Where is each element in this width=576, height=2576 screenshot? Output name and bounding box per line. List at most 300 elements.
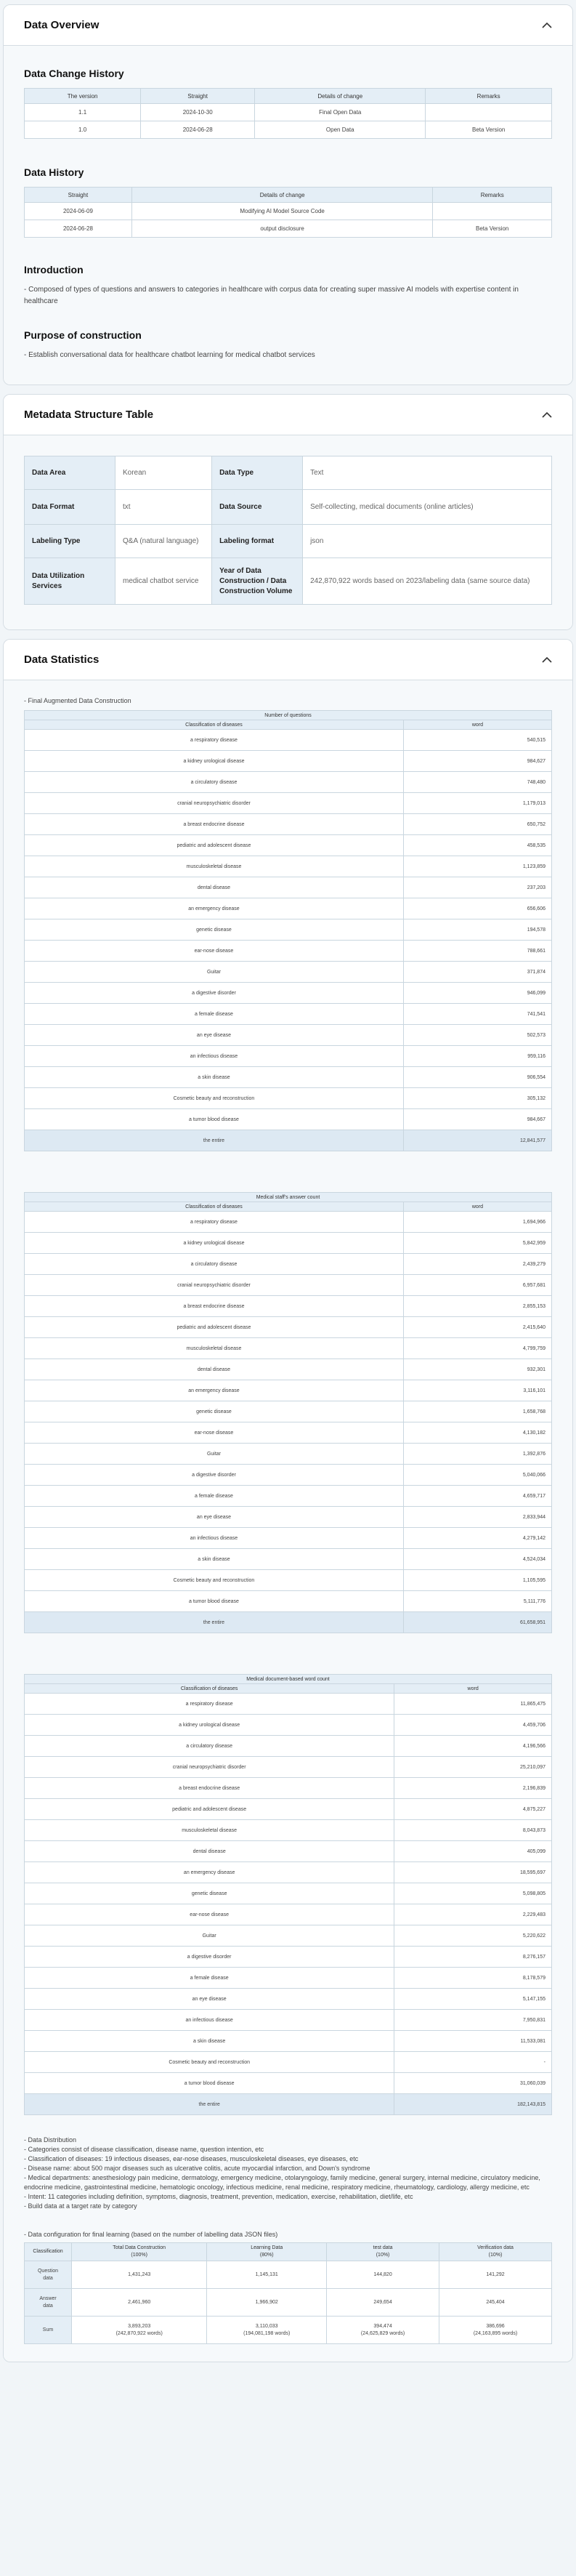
header-line: test data xyxy=(373,2245,393,2250)
disease-cell: a tumor blood disease xyxy=(25,2073,394,2094)
word-count-cell: 4,279,142 xyxy=(403,1528,551,1549)
word-count-cell: 8,178,579 xyxy=(394,1968,552,1989)
table-row xyxy=(25,793,552,814)
table-row xyxy=(25,1820,552,1841)
table-row xyxy=(25,1254,552,1275)
distribution-line: - Intent: 11 categories including definition, symptoms, diagnosis, treatment, prevention, medication, exercise, rehabilitation, diet/life, etc xyxy=(24,2193,413,2200)
column-header: Straight xyxy=(25,188,132,203)
word-count-cell: 25,210,097 xyxy=(394,1757,552,1778)
disease-cell: a female disease xyxy=(25,1486,404,1507)
table-row xyxy=(25,1444,552,1465)
distribution-line: - Medical departments: anesthesiology pain medicine, dermatology, emergency medicine, otolaryngology, family medicine, general surgery, internal medicine, circulatory medicine, endocrine medicine, gastrointestinal medicine, hematologic oncology, infectious medicine, renal medicine, respiratory medicine, rheumatology, cardiology, allergy medicine, etc xyxy=(24,2174,540,2191)
table-cell: output disclosure xyxy=(131,220,433,238)
table-cell xyxy=(433,203,552,220)
table-row xyxy=(25,1799,552,1820)
disease-cell: genetic disease xyxy=(25,1883,394,1904)
cell-line: 386,696 xyxy=(486,2323,505,2329)
data-history-title: Data History xyxy=(24,166,84,178)
table-row xyxy=(25,1296,552,1317)
table-row xyxy=(25,1989,552,2010)
table-row xyxy=(25,1422,552,1444)
disease-cell: a breast endocrine disease xyxy=(25,1296,404,1317)
distribution-list xyxy=(24,2145,552,2211)
metadata-label: Data Source xyxy=(212,490,303,525)
table-row xyxy=(25,1947,552,1968)
disease-cell: a kidney urological disease xyxy=(25,751,404,772)
table-cell xyxy=(327,2261,439,2289)
disease-cell: ear-nose disease xyxy=(25,941,404,962)
table-cell: Beta Version xyxy=(426,121,552,139)
table-row xyxy=(25,2289,552,2317)
disease-cell: a kidney urological disease xyxy=(25,1233,404,1254)
word-count-cell: 906,554 xyxy=(403,1067,551,1088)
metadata-label: Labeling Type xyxy=(25,525,115,558)
cell-line: 394,474 xyxy=(373,2323,392,2329)
word-count-cell: 458,535 xyxy=(403,835,551,856)
table-caption: Medical staff's answer count xyxy=(25,1193,552,1202)
word-count-cell: 748,480 xyxy=(403,772,551,793)
metadata-label: Data Type xyxy=(212,456,303,490)
table-row xyxy=(25,1004,552,1025)
cell-line: 1,145,131 xyxy=(255,2271,278,2277)
metadata-value: 242,870,922 words based on 2023/labeling data (same source data) xyxy=(303,558,552,605)
data-overview-title: Data Overview xyxy=(24,19,100,31)
table-row xyxy=(25,1736,552,1757)
word-count-cell: 194,578 xyxy=(403,919,551,941)
table-row xyxy=(25,1925,552,1947)
table-row xyxy=(25,2031,552,2052)
disease-cell: Guitar xyxy=(25,962,404,983)
table-row xyxy=(25,1612,552,1633)
table-row xyxy=(25,1338,552,1359)
disease-cell: an eye disease xyxy=(25,1507,404,1528)
table-row xyxy=(25,1130,552,1151)
disease-cell: cranial neuropsychiatric disorder xyxy=(25,793,404,814)
disease-cell: Guitar xyxy=(25,1925,394,1947)
cell-line: 3,893,203 xyxy=(128,2323,151,2329)
word-count-cell: 237,203 xyxy=(403,877,551,898)
table-row xyxy=(25,877,552,898)
chevron-up-icon[interactable] xyxy=(542,655,552,665)
table-row xyxy=(25,1088,552,1109)
data-statistics-body xyxy=(4,680,572,2362)
table-cell xyxy=(426,104,552,121)
word-count-cell: 371,874 xyxy=(403,962,551,983)
word-count-cell: 18,595,697 xyxy=(394,1862,552,1883)
statistics-table xyxy=(24,710,552,1151)
word-count-cell: 5,147,155 xyxy=(394,1989,552,2010)
disease-cell: a skin disease xyxy=(25,1067,404,1088)
table-cell xyxy=(327,2317,439,2344)
table-row xyxy=(25,1757,552,1778)
disease-cell: the entire xyxy=(25,2094,394,2115)
column-header xyxy=(207,2243,327,2261)
word-count-cell: 1,694,966 xyxy=(403,1212,551,1233)
cell-line: Question xyxy=(37,2268,59,2274)
word-count-cell: 4,459,706 xyxy=(394,1715,552,1736)
table-row xyxy=(25,2052,552,2073)
word-count-cell: 8,043,873 xyxy=(394,1820,552,1841)
table-cell xyxy=(72,2317,207,2344)
table-cell: 2024-06-28 xyxy=(141,121,255,139)
metadata-value: txt xyxy=(115,490,212,525)
table-cell: Modifying AI Model Source Code xyxy=(131,203,433,220)
cell-line: data xyxy=(43,2275,53,2281)
word-count-cell: 5,040,066 xyxy=(403,1465,551,1486)
cell-line: (194,081,198 words) xyxy=(243,2330,291,2336)
word-count-cell: 984,667 xyxy=(403,1109,551,1130)
metadata-value: Korean xyxy=(115,456,212,490)
disease-cell: an infectious disease xyxy=(25,1046,404,1067)
table-cell xyxy=(72,2261,207,2289)
table-cell: 1.0 xyxy=(25,121,141,139)
table-row xyxy=(25,104,552,121)
word-count-cell: 4,799,759 xyxy=(403,1338,551,1359)
table-row xyxy=(25,730,552,751)
table-row xyxy=(25,1591,552,1612)
cell-line: (24,625,829 words) xyxy=(360,2330,405,2336)
chevron-up-icon[interactable] xyxy=(542,20,552,31)
word-count-cell: 2,196,839 xyxy=(394,1778,552,1799)
table-cell xyxy=(207,2289,327,2317)
metadata-value: Text xyxy=(303,456,552,490)
cell-line: data xyxy=(43,2303,53,2309)
disease-cell: a respiratory disease xyxy=(25,730,404,751)
disease-cell: a skin disease xyxy=(25,2031,394,2052)
header-line: Learning Data xyxy=(251,2245,283,2250)
disease-cell: pediatric and adolescent disease xyxy=(25,835,404,856)
disease-cell: cranial neuropsychiatric disorder xyxy=(25,1757,394,1778)
disease-cell: Cosmetic beauty and reconstruction xyxy=(25,2052,394,2073)
table-row xyxy=(25,898,552,919)
header-line: (100%) xyxy=(131,2253,147,2258)
data-history-table xyxy=(24,187,552,238)
metadata-value: Q&A (natural language) xyxy=(115,525,212,558)
distribution-title: - Data Distribution xyxy=(24,2136,77,2144)
table-caption: Medical document-based word count xyxy=(25,1675,552,1684)
table-row xyxy=(25,2261,552,2289)
table-row xyxy=(25,2317,552,2344)
column-header: Classification of diseases xyxy=(25,1684,394,1694)
data-overview-card xyxy=(3,4,573,385)
table-cell: 2024-06-09 xyxy=(25,203,132,220)
cell-line: 2,461,960 xyxy=(128,2299,151,2305)
table-cell xyxy=(72,2289,207,2317)
table-row xyxy=(25,919,552,941)
metadata-value: Self-collecting, medical documents (online articles) xyxy=(303,490,552,525)
statistics-table xyxy=(24,1192,552,1633)
data-statistics-title: Data Statistics xyxy=(24,653,100,666)
table-row xyxy=(25,1359,552,1380)
table-row xyxy=(25,1570,552,1591)
metadata-label: Data Format xyxy=(25,490,115,525)
metadata-label: Year of Data Construction / Data Construction Volume xyxy=(212,558,303,605)
disease-cell: a respiratory disease xyxy=(25,1212,404,1233)
table-row xyxy=(25,1025,552,1046)
column-header xyxy=(25,2243,72,2261)
table-row xyxy=(25,2010,552,2031)
disease-cell: a skin disease xyxy=(25,1549,404,1570)
table-caption: Number of questions xyxy=(25,711,552,720)
word-count-cell: 2,833,944 xyxy=(403,1507,551,1528)
metadata-label: Data Area xyxy=(25,456,115,490)
table-row xyxy=(25,1883,552,1904)
disease-cell: a female disease xyxy=(25,1968,394,1989)
disease-cell: a respiratory disease xyxy=(25,1694,394,1715)
word-count-cell: 61,658,951 xyxy=(403,1612,551,1633)
disease-cell: dental disease xyxy=(25,877,404,898)
word-count-cell: 1,105,595 xyxy=(403,1570,551,1591)
word-count-cell: 2,855,153 xyxy=(403,1296,551,1317)
table-row xyxy=(25,1212,552,1233)
word-count-cell: 3,116,101 xyxy=(403,1380,551,1401)
word-count-cell: 1,658,768 xyxy=(403,1401,551,1422)
word-count-cell: 12,841,577 xyxy=(403,1130,551,1151)
table-cell xyxy=(439,2261,552,2289)
word-count-cell: 932,301 xyxy=(403,1359,551,1380)
disease-cell: dental disease xyxy=(25,1841,394,1862)
disease-cell: genetic disease xyxy=(25,1401,404,1422)
table-row xyxy=(25,525,552,558)
table-cell: Beta Version xyxy=(433,220,552,238)
table-row xyxy=(25,1715,552,1736)
column-header: Remarks xyxy=(433,188,552,203)
table-row xyxy=(25,1046,552,1067)
purpose-title: Purpose of construction xyxy=(24,329,142,341)
data-statistics-card xyxy=(3,639,573,2362)
change-history-title: Data Change History xyxy=(24,68,124,79)
disease-cell: musculoskeletal disease xyxy=(25,1338,404,1359)
table-cell xyxy=(25,2261,72,2289)
column-header: The version xyxy=(25,89,141,104)
cell-line: 141,292 xyxy=(486,2271,505,2277)
word-count-cell: 2,415,640 xyxy=(403,1317,551,1338)
table-row xyxy=(25,1275,552,1296)
disease-cell: Cosmetic beauty and reconstruction xyxy=(25,1088,404,1109)
table-cell xyxy=(207,2317,327,2344)
disease-cell: a circulatory disease xyxy=(25,1254,404,1275)
table-cell: Open Data xyxy=(255,121,426,139)
table-cell xyxy=(25,2317,72,2344)
header-line: (10%) xyxy=(376,2253,390,2258)
cell-line: Answer xyxy=(39,2295,57,2301)
disease-cell: pediatric and adolescent disease xyxy=(25,1317,404,1338)
word-count-cell: 7,950,831 xyxy=(394,2010,552,2031)
table-row xyxy=(25,814,552,835)
table-row xyxy=(25,1465,552,1486)
disease-cell: a circulatory disease xyxy=(25,772,404,793)
table-row xyxy=(25,1778,552,1799)
disease-cell: an emergency disease xyxy=(25,898,404,919)
word-count-cell: 11,865,475 xyxy=(394,1694,552,1715)
disease-cell: musculoskeletal disease xyxy=(25,856,404,877)
disease-cell: a tumor blood disease xyxy=(25,1109,404,1130)
word-count-cell: 741,541 xyxy=(403,1004,551,1025)
table-row xyxy=(25,1109,552,1130)
disease-cell: genetic disease xyxy=(25,919,404,941)
disease-cell: a circulatory disease xyxy=(25,1736,394,1757)
table-cell xyxy=(327,2289,439,2317)
table-cell: 1.1 xyxy=(25,104,141,121)
table-row xyxy=(25,835,552,856)
header-line: (10%) xyxy=(488,2253,503,2258)
disease-cell: the entire xyxy=(25,1612,404,1633)
table-row xyxy=(25,983,552,1004)
table-cell xyxy=(25,2289,72,2317)
config-title: - Data configuration for final learning (based on the number of labelling data JSON files) xyxy=(24,2231,278,2238)
word-count-cell: 11,533,081 xyxy=(394,2031,552,2052)
word-count-cell: 405,099 xyxy=(394,1841,552,1862)
column-header: Classification of diseases xyxy=(25,1202,404,1212)
header-line: Classification xyxy=(33,2249,63,2254)
metadata-body xyxy=(4,435,572,629)
column-header: Classification of diseases xyxy=(25,720,404,730)
distribution-line: - Build data at a target rate by category xyxy=(24,2202,137,2210)
table-row xyxy=(25,1528,552,1549)
cell-line: Sum xyxy=(42,2327,54,2333)
word-count-cell: 31,060,039 xyxy=(394,2073,552,2094)
distribution-line: - Disease name: about 500 major diseases such as ulcerative colitis, acute myocardial infarction, and Down's syndrome xyxy=(24,2165,370,2172)
table-row xyxy=(25,1507,552,1528)
disease-cell: an infectious disease xyxy=(25,2010,394,2031)
word-count-cell: 788,661 xyxy=(403,941,551,962)
table-cell: Final Open Data xyxy=(255,104,426,121)
statistics-intro: - Final Augmented Data Construction xyxy=(24,697,131,704)
disease-cell: Guitar xyxy=(25,1444,404,1465)
change-history-table xyxy=(24,88,552,139)
metadata-header[interactable] xyxy=(4,395,572,435)
word-count-cell: 5,098,805 xyxy=(394,1883,552,1904)
table-row xyxy=(25,1862,552,1883)
table-row xyxy=(25,121,552,139)
table-row xyxy=(25,220,552,238)
word-count-cell: 4,524,034 xyxy=(403,1549,551,1570)
column-header xyxy=(327,2243,439,2261)
table-row xyxy=(25,2094,552,2115)
word-count-cell: 2,229,483 xyxy=(394,1904,552,1925)
table-row xyxy=(25,490,552,525)
table-row xyxy=(25,1233,552,1254)
table-row xyxy=(25,772,552,793)
disease-cell: the entire xyxy=(25,1130,404,1151)
metadata-table xyxy=(24,456,552,605)
disease-cell: a digestive disorder xyxy=(25,983,404,1004)
column-header: Details of change xyxy=(131,188,433,203)
word-count-cell: - xyxy=(394,2052,552,2073)
purpose-text: - Establish conversational data for healthcare chatbot learning for medical chatbot services xyxy=(24,351,315,359)
introduction-title: Introduction xyxy=(24,264,84,275)
cell-line: 245,404 xyxy=(486,2299,505,2305)
disease-cell: cranial neuropsychiatric disorder xyxy=(25,1275,404,1296)
word-count-cell: 2,439,279 xyxy=(403,1254,551,1275)
word-count-cell: 1,123,859 xyxy=(403,856,551,877)
table-row xyxy=(25,1067,552,1088)
word-count-cell: 5,111,776 xyxy=(403,1591,551,1612)
table-row xyxy=(25,1317,552,1338)
word-count-cell: 959,116 xyxy=(403,1046,551,1067)
table-row xyxy=(25,856,552,877)
table-cell xyxy=(207,2261,327,2289)
word-count-cell: 5,842,959 xyxy=(403,1233,551,1254)
cell-line: 3,110,033 xyxy=(255,2323,278,2329)
distribution-line: - Classification of diseases: 19 infectious diseases, ear-nose diseases, musculoskeletal diseases, eye diseases, etc xyxy=(24,2155,359,2162)
table-cell: 2024-06-28 xyxy=(25,220,132,238)
disease-cell: an emergency disease xyxy=(25,1380,404,1401)
table-row xyxy=(25,1968,552,1989)
table-row xyxy=(25,558,552,605)
table-row xyxy=(25,1401,552,1422)
cell-line: (24,163,895 words) xyxy=(473,2330,518,2336)
table-row xyxy=(25,1841,552,1862)
word-count-cell: 984,627 xyxy=(403,751,551,772)
table-row xyxy=(25,1380,552,1401)
metadata-label: Data Utilization Services xyxy=(25,558,115,605)
word-count-cell: 6,957,681 xyxy=(403,1275,551,1296)
data-overview-header[interactable] xyxy=(4,5,572,46)
word-count-cell: 182,143,815 xyxy=(394,2094,552,2115)
table-row xyxy=(25,1904,552,1925)
word-count-cell: 946,099 xyxy=(403,983,551,1004)
metadata-value: json xyxy=(303,525,552,558)
table-row xyxy=(25,456,552,490)
word-count-cell: 305,132 xyxy=(403,1088,551,1109)
column-header: Details of change xyxy=(255,89,426,104)
disease-cell: a digestive disorder xyxy=(25,1465,404,1486)
word-count-cell: 650,752 xyxy=(403,814,551,835)
data-overview-body xyxy=(4,46,572,385)
disease-cell: ear-nose disease xyxy=(25,1904,394,1925)
header-line: Verification data xyxy=(477,2245,514,2250)
column-header xyxy=(72,2243,207,2261)
cell-line: 1,431,243 xyxy=(128,2271,151,2277)
table-row xyxy=(25,203,552,220)
word-count-cell: 502,573 xyxy=(403,1025,551,1046)
disease-cell: an eye disease xyxy=(25,1989,394,2010)
table-cell xyxy=(439,2317,552,2344)
column-header: Straight xyxy=(141,89,255,104)
disease-cell: pediatric and adolescent disease xyxy=(25,1799,394,1820)
word-count-cell: 656,606 xyxy=(403,898,551,919)
table-row xyxy=(25,962,552,983)
table-row xyxy=(25,2073,552,2094)
word-count-cell: 1,179,013 xyxy=(403,793,551,814)
column-header: word xyxy=(403,1202,551,1212)
table-cell xyxy=(439,2289,552,2317)
column-header: word xyxy=(403,720,551,730)
statistics-table xyxy=(24,1674,552,2115)
word-count-cell: 8,276,157 xyxy=(394,1947,552,1968)
table-row xyxy=(25,1549,552,1570)
disease-cell: a breast endocrine disease xyxy=(25,1778,394,1799)
statistics-tables xyxy=(24,710,552,2115)
column-header: word xyxy=(394,1684,552,1694)
column-header xyxy=(439,2243,552,2261)
chevron-up-icon[interactable] xyxy=(542,410,552,420)
disease-cell: a female disease xyxy=(25,1004,404,1025)
disease-cell: musculoskeletal disease xyxy=(25,1820,394,1841)
data-statistics-header[interactable] xyxy=(4,640,572,680)
table-row xyxy=(25,1486,552,1507)
metadata-label: Labeling format xyxy=(212,525,303,558)
column-header: Remarks xyxy=(426,89,552,104)
disease-cell: a digestive disorder xyxy=(25,1947,394,1968)
cell-line: 249,654 xyxy=(373,2299,392,2305)
word-count-cell: 4,196,566 xyxy=(394,1736,552,1757)
word-count-cell: 4,130,182 xyxy=(403,1422,551,1444)
word-count-cell: 1,392,876 xyxy=(403,1444,551,1465)
disease-cell: ear-nose disease xyxy=(25,1422,404,1444)
header-line: Total Data Construction xyxy=(113,2245,166,2250)
